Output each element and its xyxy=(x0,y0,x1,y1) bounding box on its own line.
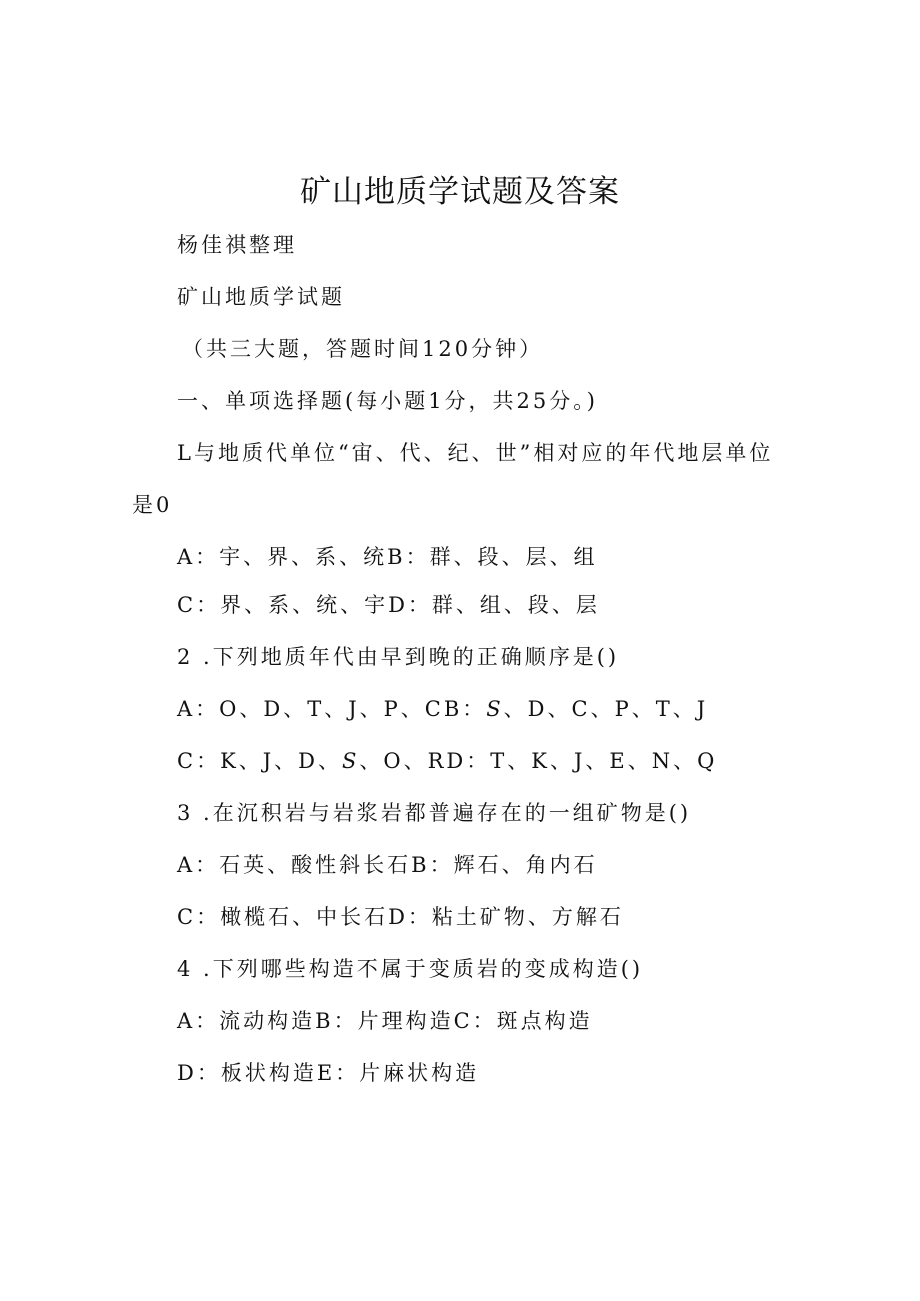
question-1-options-cd: C：界、系、统、宇D：群、组、段、层 xyxy=(177,593,600,617)
question-1-options-ab: A：宇、界、系、统B：群、段、层、组 xyxy=(177,545,598,569)
author-line: 杨佳祺整理 xyxy=(177,233,297,257)
exam-note: （共三大题，答题时间120分钟） xyxy=(182,337,544,361)
question-3-options-ab: A：石英、酸性斜长石B：辉石、角内石 xyxy=(177,853,598,877)
question-1-stem-cont: 是0 xyxy=(132,493,173,517)
question-4-options-abc: A：流动构造B：片理构造C：斑点构造 xyxy=(177,1009,593,1033)
document-title: 矿山地质学试题及答案 xyxy=(300,174,620,210)
subtitle-line: 矿山地质学试题 xyxy=(177,285,345,309)
option-symbol: S xyxy=(486,697,504,721)
option-text: C：K、J、D、 xyxy=(177,749,343,773)
question-3-options-cd: C：橄榄石、中长石D：粘土矿物、方解石 xyxy=(177,905,624,929)
question-3-stem: 3 .在沉积岩与岩浆岩都普遍存在的一组矿物是() xyxy=(177,801,692,825)
option-text: A：O、D、T、J、P、CB： xyxy=(177,697,487,721)
section-heading: 一、单项选择题(每小题1分，共25分。) xyxy=(177,389,598,413)
question-1-stem: L与地质代单位“宙、代、纪、世”相对应的年代地层单位 xyxy=(177,441,774,465)
option-text: 、O、RD：T、K、J、E、N、Q xyxy=(359,749,718,773)
option-symbol: S xyxy=(342,749,360,773)
question-2-stem: 2 .下列地质年代由早到晚的正确顺序是() xyxy=(177,645,620,669)
option-text: 、D、C、P、T、J xyxy=(503,697,709,721)
question-2-options-cd xyxy=(177,746,717,776)
question-4-options-de: D：板状构造E：片麻状构造 xyxy=(177,1061,480,1085)
question-2-options-ab xyxy=(177,694,708,724)
question-4-stem: 4 .下列哪些构造不属于变质岩的变成构造() xyxy=(177,957,644,981)
